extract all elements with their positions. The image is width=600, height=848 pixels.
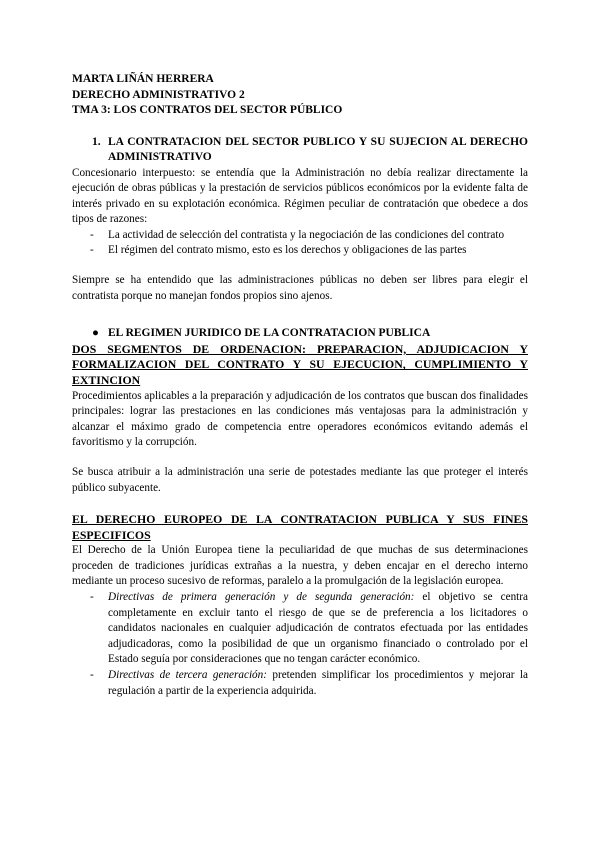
document-body <box>72 72 528 699</box>
section-2-paragraph-2: Se busca atribuir a la administración una serie de potestades mediante las que proteger el interés público subyacente. <box>72 465 528 494</box>
list-item-body: pretenden simplificar los procedimientos y mejorar la regulación a partir de la experiencia adquirida. <box>108 669 528 697</box>
list-item-text: El régimen del contrato mismo, esto es los derechos y obligaciones de las partes <box>108 244 467 257</box>
list-item-label: Directivas de tercera generación: <box>108 669 267 682</box>
topic-title: TMA 3: LOS CONTRATOS DEL SECTOR PÚBLICO <box>72 104 343 116</box>
list-item-text <box>108 668 528 699</box>
section-1-paragraph: Concesionario interpuesto: se entendía que la Administración no debía realizar directamente la ejecución de obras públicas y la prestación de servicios públicos económicos por la evidente falta de interés privado en su explotación económica. Régimen peculiar de contratación que obedece a dos tipos de razones: <box>72 166 528 226</box>
list-item-label: Directivas de primera generación y de segunda generación: <box>108 591 415 604</box>
list-item <box>90 668 528 699</box>
section-2-heading <box>72 326 528 342</box>
section-3-paragraph: El Derecho de la Unión Europea tiene la peculiaridad de que muchas de sus determinaciones proceden de tradiciones jurídicas extrañas a la nuestra, y deben encajar en el derecho interno mediante un proceso sucesivo de reformas, paralelo a la promulgación de la legislación europea. <box>72 544 528 588</box>
section-1-paragraph-2: Siempre se ha entendido que las administraciones públicas no deben ser libres para elegir el contratista porque no manejan fondos propios sino ajenos. <box>72 274 528 302</box>
bullet-icon: ● <box>92 327 99 340</box>
dash-marker: - <box>90 244 94 257</box>
section-1-list <box>72 228 528 259</box>
author-name: MARTA LIÑÁN HERRERA <box>72 73 214 85</box>
dash-marker: - <box>90 228 94 241</box>
section-2-title: EL REGIMEN JURIDICO DE LA CONTRATACION PUBLICA <box>108 327 431 340</box>
section-1-title: LA CONTRATACION DEL SECTOR PUBLICO Y SU SUJECION AL DERECHO ADMINISTRATIVO <box>108 135 528 163</box>
list-item <box>90 243 528 259</box>
subject-title: DERECHO ADMINISTRATIVO 2 <box>72 88 245 101</box>
list-item-text <box>108 590 528 668</box>
list-item-body: el objetivo se centra completamente en excluir tanto el riesgo de que se de preferencia a los licitadores o candidatos nacionales en cualquier adjudicación de contratos efectuada por las entidades adjudicadoras, como la posibilidad de que un organismo financiado o controlado por el Estado seguía por consideraciones que no tengan carácter económico. <box>108 591 528 666</box>
list-item <box>90 590 528 668</box>
section-3-title: EL DERECHO EUROPEO DE LA CONTRATACION PUBLICA Y SUS FINES ESPECIFICOS <box>72 512 528 542</box>
section-2-paragraph: Procedimientos aplicables a la preparación y adjudicación de los contratos que buscan dos finalidades principales: lograr las prestaciones en las condiciones más ventajosas para la administración y alcanzar el máximo grado de competencia entre operadores económicos evitando además el favoritismo y la corrupción. <box>72 389 528 449</box>
dash-marker: - <box>90 669 94 682</box>
dash-marker: - <box>90 591 94 604</box>
section-3-list <box>72 590 528 699</box>
list-item <box>90 228 528 244</box>
section-1-heading <box>72 135 528 166</box>
section-2-subtitle: DOS SEGMENTOS DE ORDENACION: PREPARACION, ADJUDICACION Y FORMALIZACION DEL CONTRATO Y SU EJECUCION, CUMPLIMIENTO Y EXTINCION <box>72 341 528 387</box>
section-1-number: 1. <box>92 135 101 148</box>
list-item-text: La actividad de selección del contratista y la negociación de las condiciones del contrato <box>108 228 505 241</box>
